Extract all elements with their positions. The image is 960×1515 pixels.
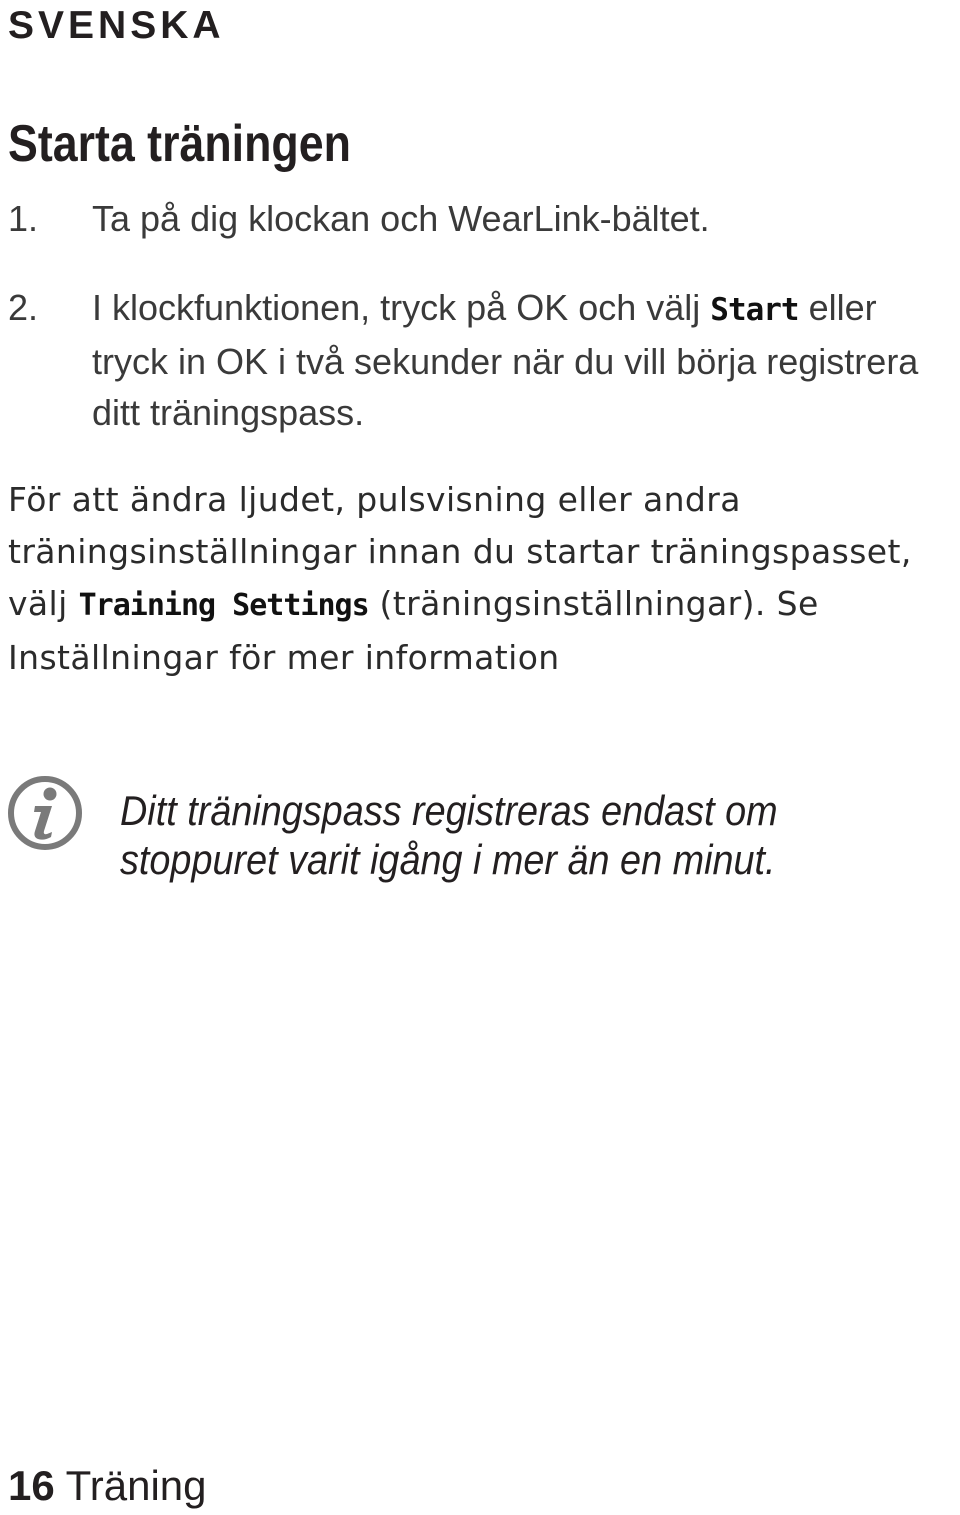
note-line-2: stoppuret varit igång i mer än en minut. (120, 836, 776, 883)
ui-term-start: Start (710, 292, 799, 328)
step-text (92, 282, 958, 438)
page-number: 16 (8, 1462, 55, 1509)
language-header: SVENSKA (8, 4, 225, 47)
info-icon (6, 773, 84, 853)
note-text (120, 786, 867, 884)
step-number: 1. (8, 198, 39, 239)
paragraph-text-before: För att ändra ljudet, pulsvisning eller andra träningsinställningar innan du startar träningspasset, välj (8, 480, 912, 623)
step-text-before: I klockfunktionen, tryck på OK och välj (92, 287, 711, 328)
page-footer (8, 1460, 207, 1512)
footer-section-name: Träning (65, 1462, 207, 1509)
step-number: 2. (8, 287, 39, 328)
step-2 (8, 282, 958, 438)
note-line-1: Ditt träningspass registreras endast om (120, 787, 778, 834)
ui-term-training-settings: Training Settings (78, 588, 369, 623)
paragraph-text-after: (träningsinställningar). Se Inställningar för mer information (8, 584, 819, 677)
step-text-after: eller tryck in OK i två sekunder när du vill börja registrera ditt träningspass. (92, 287, 919, 433)
section-title: Starta träningen (8, 115, 351, 173)
step-1 (8, 193, 958, 244)
settings-paragraph (8, 474, 948, 684)
step-text: Ta på dig klockan och WearLink-bältet. (92, 198, 710, 239)
